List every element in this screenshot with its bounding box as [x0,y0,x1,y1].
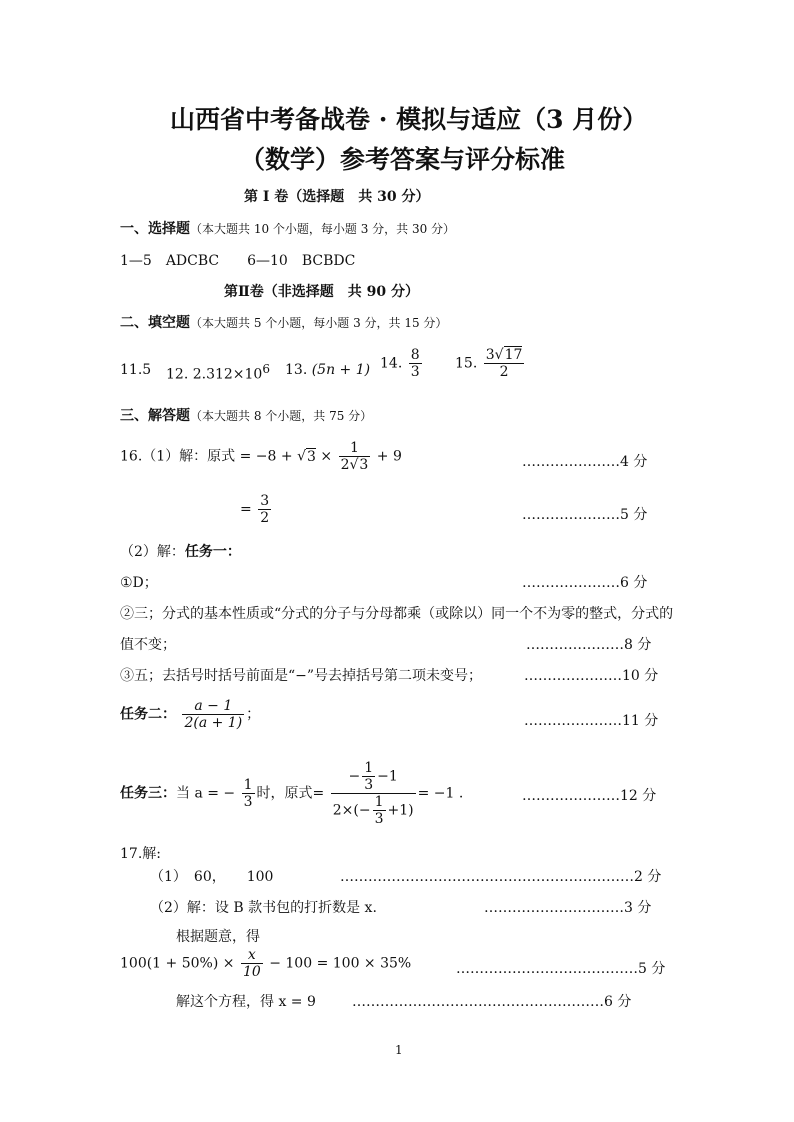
q17-eq-left: 100(1 + 50%) × [120,955,239,972]
task1-item3: ③五；去括号时括号前面是“−”号去掉括号第二项未变号； [120,668,483,684]
answer-12-base: 12. 2.312×10 [166,366,263,383]
task3-big-den-frac-num: 1 [374,794,384,811]
q16-score-7: …………………12 分 [522,788,657,804]
task1-item2-line1: ②三；分式的基本性质或“分式的分子与分母都乘（或除以）同一个不为零的整式，分式的 [120,606,674,622]
task2-fraction [182,698,244,731]
answer-15 [455,347,526,380]
task3-big-num-frac-num: 1 [364,760,374,776]
q17-score-1: ………………………………………………………2 分 [340,869,662,885]
q17-solution: 解这个方程，得 x = 9 [176,994,316,1010]
q17-eq-right: − 100 = 100 × 35% [264,955,412,972]
answer-13 [285,362,370,378]
section3-label: 三、解答题 [120,408,190,424]
task3-big-num-sign: − [348,768,361,785]
q16-score-6: …………………11 分 [524,713,659,729]
answer-15-coef: 3 [485,347,495,363]
task3-big-den-tail: +1) [387,802,414,819]
section2-note: （本大题共 5 个小题，每小题 3 分，共 15 分） [190,316,448,330]
q17-setup: 根据题意，得 [176,929,260,945]
q17-part1: （1） 60， 100 [150,869,274,885]
task3 [120,760,463,827]
answer-14-fraction [409,347,422,380]
section3-heading [120,405,372,425]
section1-note: （本大题共 10 个小题，每小题 3 分，共 30 分） [190,222,456,236]
task1-item2-line2: 值不变； [120,637,176,653]
q16-part2-label: （2）解： [120,544,185,560]
task2-suffix: ； [246,706,261,723]
answer-15-num: 3√17 [485,347,523,363]
task3-big-den [331,793,416,827]
part1-heading: 第 I 卷（选择题 共 30 分） [244,189,430,205]
q17-eq-frac-num: x [247,947,256,963]
q16-score-2: …………………5 分 [522,507,648,523]
q16-score-1: …………………4 分 [522,454,648,470]
task3-big-num-frac-den: 3 [364,777,374,794]
answer-14-den: 3 [410,364,420,381]
q16-score-3: …………………6 分 [522,575,648,591]
q17-eq-fraction [241,947,263,980]
answer-14-num: 8 [410,347,420,363]
task3-big-fraction [331,760,416,827]
section1-heading [120,218,455,238]
task3-label: 任务三： [120,785,176,802]
section3-note: （本大题共 8 个小题，共 75 分） [190,409,373,423]
q16-line2-den: 2 [260,510,270,527]
q16-line1-radicand: 3 [307,448,316,465]
q16-frac-den-coef: 2 [340,457,350,474]
task3-result: = −1 . [417,785,464,802]
section1-label: 一、选择题 [120,221,190,237]
q16-frac-den-radicand: 3 [359,457,369,474]
q17-equation [120,947,411,980]
answer-15-prefix: 15. [455,355,478,372]
answer-15-den: 2 [484,363,525,380]
section2-heading [120,312,447,332]
answer-13-prefix: 13. [285,362,308,378]
task3-small-den: 3 [243,794,253,811]
task2 [120,698,260,731]
part2-heading: 第Ⅱ卷（非选择题 共 90 分） [224,284,420,300]
q16-line1-suffix: + 9 [372,448,402,465]
q16-line1-prefix: 16.（1）解：原式 = −8 + [120,448,298,465]
task2-den: 2(a + 1) [184,715,243,732]
task3-big-den-frac-den: 3 [374,811,384,828]
task2-num: a − 1 [194,698,233,714]
task3-big-num-frac [362,760,375,793]
answer-14-prefix: 14. [380,355,403,372]
q16-line2-num: 3 [260,493,270,509]
task3-text2: 时，原式= [256,785,325,802]
q16-score-4: …………………8 分 [526,637,652,653]
page-title-line1: 山西省中考备战卷 · 模拟与适应（3 月份） [170,105,648,134]
task3-big-den-frac [373,794,386,827]
task1-label: 任务一： [184,544,241,560]
task3-big-num-tail: −1 [377,768,398,785]
section2-label: 二、填空题 [120,315,190,331]
q17-part2: （2）解：设 B 款书包的打折数是 x. [150,900,377,916]
q16-line1: 16.（1）解：原式 = −8 + √3 × $\frac{1}{2√3}$ + 9 [120,440,402,474]
task3-small-num: 1 [243,777,253,794]
q16-score-5: …………………10 分 [524,668,659,684]
q16-line1-frac-num: 1 [349,440,359,456]
answer-13-value: (5n + 1) [311,362,371,378]
q17-score-3: …………………………………5 分 [456,961,666,977]
q16-line2-eq: = [240,501,252,518]
q16-line2 [240,493,273,526]
q16-part2 [120,541,241,561]
q16-line2-fraction [258,493,271,526]
page-title-line2: （数学）参考答案与评分标准 [240,145,566,174]
task3-big-den-head: 2×(− [332,802,371,819]
q17-label: 17.解: [120,846,161,862]
q17-score-2: …………………………3 分 [484,900,652,916]
answer-15-fraction [484,347,525,380]
page-number: 1 [395,1043,403,1057]
task3-big-num [331,760,416,793]
task1-item1: ①D； [120,575,158,591]
answer-15-radicand: 17 [504,347,523,363]
answer-14 [380,347,424,380]
q16-line1-times: × [315,448,337,465]
task2-label: 任务二： [120,706,176,723]
task3-text1: 当 a = − [176,785,236,802]
answer-12 [166,362,270,383]
q16-line1-frac-den: 2√3 [340,457,369,474]
choice-answers: 1—5 ADCBC 6—10 BCBDC [120,253,356,269]
answer-11: 11.5 [120,362,152,378]
q17-score-4: ………………………………………………6 分 [352,994,632,1010]
task3-small-fraction [242,777,255,810]
answer-12-exp: 6 [262,362,270,376]
q17-eq-frac-den: 10 [242,964,261,981]
q16-line1-fraction [339,440,371,473]
